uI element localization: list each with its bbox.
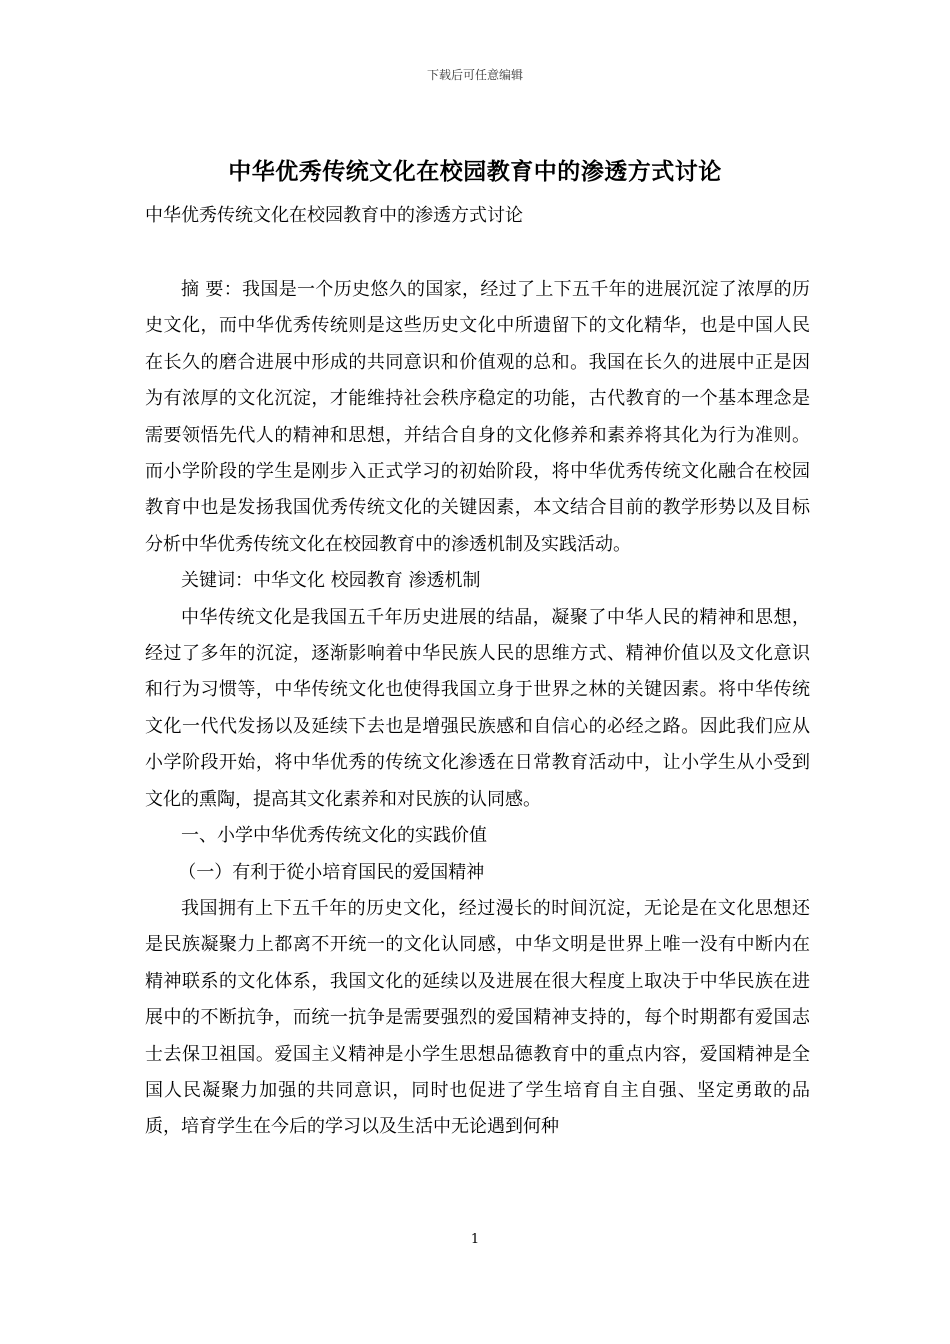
body-paragraph: 我国拥有上下五千年的历史文化，经过漫长的时间沉淀，无论是在文化思想还是民族凝聚力上都离不开统一的文化认同感，中华文明是世界上唯一没有中断内在精神联系的文化体系，我国文化的延续以及进展在很大程度上取决于中华民族在进展中的不断抗争，而统一抗争是需要强烈的爱国精神支持的，每个时期都有爱国志士去保卫祖国。爱国主义精神是小学生思想品德教育中的重点内容，爱国精神是全国人民凝聚力加强的共同意识，同时也促进了学生培育自主自强、坚定勇敢的品质，培育学生在今后的学习以及生活中无论遇到何种 [145, 897, 810, 1138]
document-body [145, 272, 810, 1146]
document-subtitle: 中华优秀传统文化在校园教育中的渗透方式讨论 [145, 205, 523, 226]
intro-paragraph: 中华传统文化是我国五千年历史进展的结晶，凝聚了中华人民的精神和思想，经过了多年的沉淀，逐渐影响着中华民族人民的思维方式、精神价值以及文化意识和行为习惯等，中华传统文化也使得我国立身于世界之林的关键因素。将中华传统文化一代代发扬以及延续下去也是增强民族感和自信心的必经之路。因此我们应从小学阶段开始，将中华优秀的传统文化渗透在日常教育活动中，让小学生从小受到文化的熏陶，提高其文化素养和对民族的认同感。 [145, 606, 810, 810]
page-number: 1 [470, 1232, 480, 1247]
section-heading: 一、小学中华优秀传统文化的实践价值 [181, 825, 487, 847]
abstract-paragraph: 摘 要：我国是一个历史悠久的国家，经过了上下五千年的进展沉淀了浓厚的历史文化，而中华优秀传统则是这些历史文化中所遗留下的文化精华，也是中国人民在长久的磨合进展中形成的共同意识和价值观的总和。我国在长久的进展中正是因为有浓厚的文化沉淀，才能维持社会秩序稳定的功能，古代教育的一个基本理念是需要领悟先代人的精神和思想，并结合自身的文化修养和素养将其化为行为准则。而小学阶段的学生是刚步入正式学习的初始阶段，将中华优秀传统文化融合在校园教育中也是发扬我国优秀传统文化的关键因素，本文结合目前的教学形势以及目标分析中华优秀传统文化在校园教育中的渗透机制及实践活动。 [145, 279, 810, 555]
header-note: 下载后可任意编辑 [426, 68, 523, 82]
keywords-paragraph: 关键词：中华文化 校园教育 渗透机制 [181, 570, 481, 592]
document-title: 中华优秀传统文化在校园教育中的渗透方式讨论 [228, 159, 722, 185]
subsection-heading: （一）有利于從小培育国民的爱国精神 [178, 861, 485, 883]
